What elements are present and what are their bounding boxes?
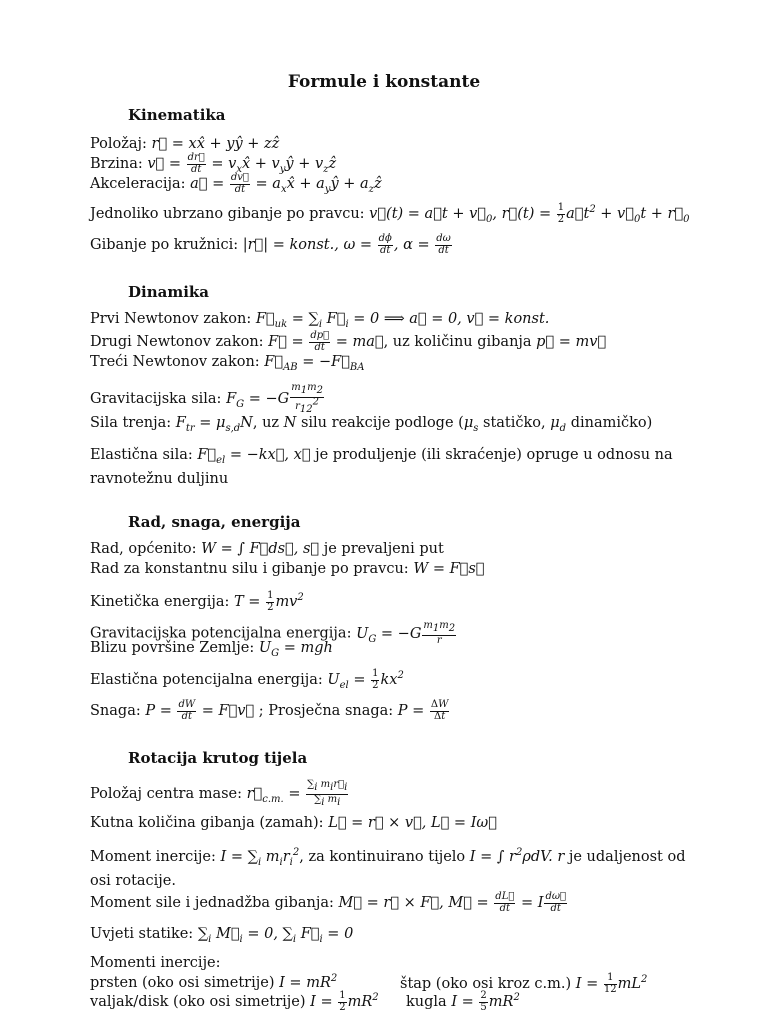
formula-akceleracija: Akceleracija: a⃗ = $\frac{dv⃗}{dt}$ = $a_xx̂$ + $a_yŷ$ + $a_zẑ$ xyxy=(90,172,382,195)
label-trenje-tail1: , uz xyxy=(252,415,280,431)
label-newton1: Prvi Newtonov zakon: xyxy=(90,311,252,327)
label-prsten: prsten (oko osi simetrije) xyxy=(90,974,275,991)
formula-newton3: Treći Newtonov zakon: $F⃗_{AB}$ = $-F⃗_{BA}$ xyxy=(90,354,365,373)
label-el-pot: Elastična potencijalna energija: xyxy=(90,672,323,688)
formula-polozaj: Položaj: r⃗ = xx̂ + yŷ + zẑ xyxy=(90,136,280,152)
formula-elasticna-pot: Elastična potencijalna energija: $U_{el}$ = $\frac{1}{2}$ $kx^2$ xyxy=(90,668,404,691)
label-trenje-tail2: silu reakcije podloge ( xyxy=(300,415,464,431)
label-elasticna: Elastična sila: xyxy=(90,447,193,463)
label-rad-opc-tail: je prevaljeni put xyxy=(323,541,444,557)
moment-kugla: kugla I = $\frac{2}{5}$ $mR^2$ xyxy=(406,990,520,1013)
moment-valjak: valjak/disk (oko osi simetrije) I = $\frac{1}{2}$ $mR^2$ xyxy=(90,990,379,1013)
label-newton2-tail: , uz količinu gibanja xyxy=(383,334,532,350)
label-inercija-tail2: je udaljenost od osi rotacije. xyxy=(90,848,686,889)
moment-stap: štap (oko osi kroz c.m.) I = $\frac{1}{12}$ $mL^2$ xyxy=(400,972,648,995)
formula-blizu-zemlje: Blizu površine Zemlje: $U_G$ = mgh xyxy=(90,640,333,659)
label-rad-opc: Rad, općenito: xyxy=(90,541,197,557)
formula-centar-mase: Položaj centra mase: $r⃗_{c.m.}$ = $\frac{\sum_i m_ir⃗_i}{\sum_i m_i}$ xyxy=(90,779,348,808)
formula-gravitacija: Gravitacijska sila: $F_G = -G$ $\frac{m_1m_2}{r_{12}^2}$ xyxy=(90,382,323,415)
label-cm: Položaj centra mase: xyxy=(90,786,243,802)
section-heading-rad: Rad, snaga, energija xyxy=(128,513,301,531)
formula-inercija: Moment inercije: $I = \sum_i$ $m_ir_i^2$, za kontinuirano tijelo I = ∫ $r^2\rho dV$. r je udaljenost od osi rotacije. xyxy=(90,847,686,889)
formula-newton1: Prvi Newtonov zakon: $F⃗_{uk} = \sum_i$ $F⃗_i = 0$ ⟹ a⃗ = 0, v⃗ = konst. xyxy=(90,311,550,330)
label-inercija: Moment inercije: xyxy=(90,848,216,865)
label-stap: štap (oko osi kroz c.m.) xyxy=(400,976,572,992)
label-grav-pot: Gravitacijska potencijalna energija: xyxy=(90,625,352,642)
label-moment-sile: Moment sile i jednadžba gibanja: xyxy=(90,895,334,911)
formula-kineticka: Kinetička energija: T = $\frac{1}{2}$ $mv^2$ xyxy=(90,590,304,613)
label-grav: Gravitacijska sila: xyxy=(90,391,222,408)
label-trenje-tail3: statičko, xyxy=(483,415,546,431)
label-kruznica: Gibanje po kružnici: xyxy=(90,237,239,253)
formula-statika: Uvjeti statike: $\sum_i$ $M⃗_i = 0$, $\sum_i$ $F⃗_i = 0$ xyxy=(90,926,354,945)
formula-brzina: Brzina: v⃗ = $\frac{dr⃗}{dt}$ = $v_xx̂$ + $v_yŷ$ + $v_zẑ$ xyxy=(90,152,337,175)
label-brzina: Brzina: xyxy=(90,156,143,172)
label-prosj: ; Prosječna snaga: xyxy=(258,703,394,719)
section-heading-dinamika: Dinamika xyxy=(128,283,210,301)
label-jednoliko: Jednoliko ubrzano gibanje po pravcu: xyxy=(90,206,365,222)
formula-rad-opcenito: Rad, općenito: W = ∫ F⃗ds⃗, s⃗ je prevaljeni put xyxy=(90,541,444,557)
label-newton3: Treći Newtonov zakon: xyxy=(90,354,260,370)
formula-snaga: Snaga: P = $\frac{dW}{dt}$ = F⃗v⃗ ; Prosječna snaga: P = $\frac{\Delta W}{\Delta t}$ xyxy=(90,699,449,722)
formula-kutna: Kutna količina gibanja (zamah): L⃗ = r⃗ × v⃗, L⃗ = Iω⃗ xyxy=(90,815,497,831)
momenti-heading: Momenti inercije: xyxy=(90,955,221,971)
formula-rad-konst: Rad za konstantnu silu i gibanje po pravcu: W = F⃗s⃗ xyxy=(90,561,485,577)
label-blizu: Blizu površine Zemlje: xyxy=(90,640,255,656)
section-heading-rotacija: Rotacija krutog tijela xyxy=(128,749,308,767)
label-valjak: valjak/disk (oko osi simetrije) xyxy=(90,994,306,1010)
formula-trenje: Sila trenja: $F_{tr} = \mu_{s,d}N$, uz N silu reakcije podloge ($\mu_s$ statičko, $\mu_d$ dinamičko) xyxy=(90,415,653,434)
label-akceleracija: Akceleracija: xyxy=(90,176,186,192)
formula-kruznica: Gibanje po kružnici: |r⃗| = konst., ω = $\frac{d\phi}{dt}$ , α = $\frac{d\omega}{dt}$ xyxy=(90,233,451,256)
moment-prsten: prsten (oko osi simetrije) $I = mR^2$ xyxy=(90,973,338,991)
section-heading-kinematika: Kinematika xyxy=(128,106,226,124)
formula-jednoliko: Jednoliko ubrzano gibanje po pravcu: v⃗(t) = a⃗t + $v⃗_0$, r⃗(t) = $\frac{1}{2}$ $a⃗t^2$ + $v⃗_0t$ + $r⃗_0$ xyxy=(90,202,690,225)
label-rad-konst: Rad za konstantnu silu i gibanje po pravcu: xyxy=(90,561,409,577)
formula-elasticna: Elastična sila: $F⃗_{el}$ = −kx⃗, x⃗ je produljenje (ili skraćenje) opruge u odnosu na ravnotežnu duljinu xyxy=(90,447,673,487)
formula-grav-pot: Gravitacijska potencijalna energija: $U_G = -G$ $\frac{m_1m_2}{r}$ xyxy=(90,620,456,646)
label-newton2: Drugi Newtonov zakon: xyxy=(90,334,264,350)
label-trenje-tail4: dinamičko) xyxy=(570,415,653,431)
label-trenje: Sila trenja: xyxy=(90,415,172,431)
label-kutna: Kutna količina gibanja (zamah): xyxy=(90,815,324,831)
label-polozaj: Položaj: xyxy=(90,136,147,152)
label-elasticna-tail: je produljenje (ili skraćenje) opruge u odnosu na ravnotežnu duljinu xyxy=(90,447,673,487)
formula-newton2: Drugi Newtonov zakon: F⃗ = $\frac{dp⃗}{dt}$ = ma⃗, uz količinu gibanja p⃗ = mv⃗ xyxy=(90,330,607,353)
label-kugla: kugla xyxy=(406,994,447,1010)
page-title: Formule i konstante xyxy=(287,72,481,92)
formula-moment-sile: Moment sile i jednadžba gibanja: M⃗ = r⃗ × F⃗, M⃗ = $\frac{dL⃗}{dt}$ = I $\frac{d\omega⃗}{dt}$ xyxy=(90,891,567,914)
label-kin-en: Kinetička energija: xyxy=(90,594,230,610)
label-statika: Uvjeti statike: xyxy=(90,926,194,942)
label-snaga: Snaga: xyxy=(90,703,141,719)
label-inercija-tail: , za kontinuirano tijelo xyxy=(299,848,466,865)
